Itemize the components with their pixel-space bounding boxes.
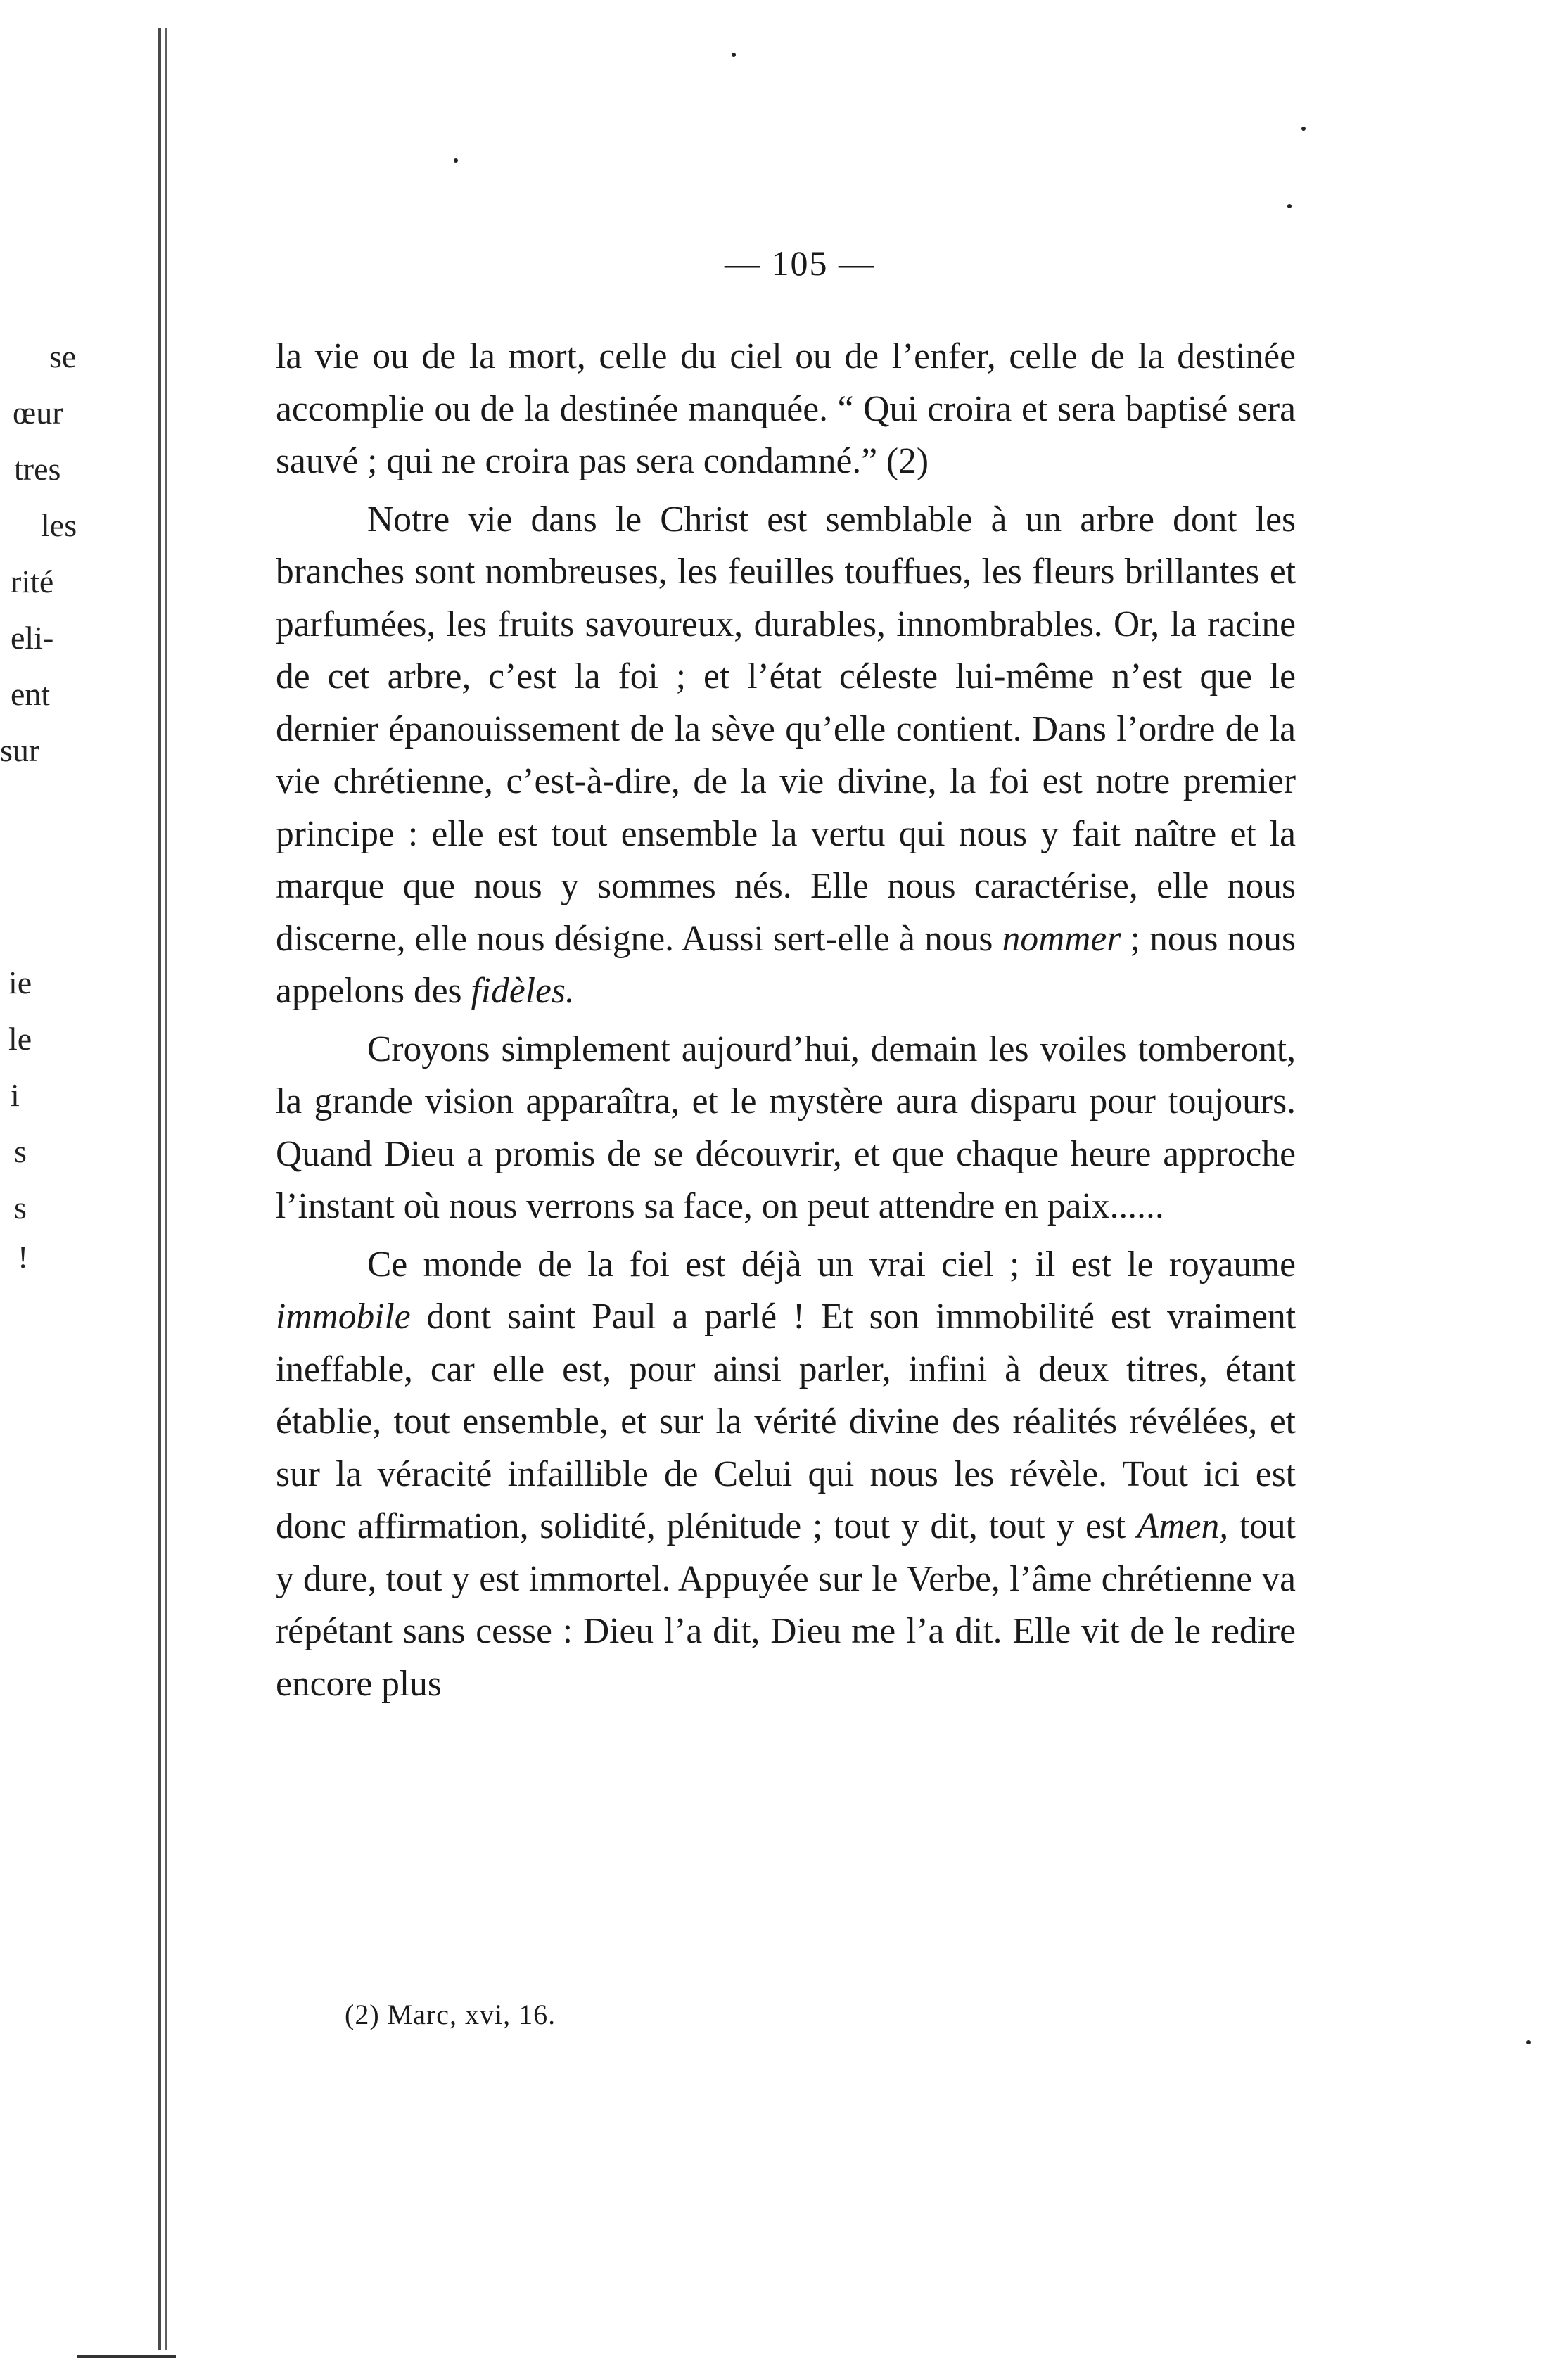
italic-run: nommer xyxy=(1002,918,1121,959)
binding-gutter xyxy=(158,28,168,2350)
margin-fragment: sur xyxy=(0,732,40,768)
margin-fragment: eli- xyxy=(11,620,54,656)
paragraph xyxy=(276,1239,1296,1711)
ink-speck xyxy=(1301,127,1306,131)
margin-fragment: tres xyxy=(14,451,61,487)
paragraph xyxy=(276,1024,1296,1233)
margin-fragment: ! xyxy=(18,1239,29,1275)
facing-page-fragments xyxy=(0,0,113,2368)
text-run: Ce monde de la foi est déjà un vrai ciel ; il est le royaume xyxy=(367,1244,1296,1285)
margin-fragment: se xyxy=(49,338,77,374)
text-run: Croyons simplement aujourd’hui, demain les voiles tomberont, la grande vision apparaîtra, et le mystère aura disparu pour toujours. Quand Dieu a promis de se découvrir, et que chaque heure approche l’instant où nous verrons sa face, on peut attendre en paix...... xyxy=(276,1029,1296,1226)
margin-fragment: les xyxy=(41,507,77,543)
margin-fragment: ie xyxy=(8,965,32,1000)
text-run: Notre vie dans le Christ est semblable à un arbre dont les branches sont nombreuses, les feuilles touffues, les fleurs brillantes et parfumées, les fruits savoureux, durables, innombrables. Or, la racine de cet arbre, c’est la foi ; et l’état céleste lui-même n’est que le dernier épanouissement de la sève qu’elle contient. Dans l’ordre de la vie chrétienne, c’est-à-dire, de la vie divine, la foi est notre premier principe : elle est tout ensemble la vertu qui nous y fait naître et la marque que nous y sommes nés. Elle nous caractérise, elle nous discerne, elle nous désigne. Aussi sert-elle à nous xyxy=(276,499,1296,959)
body-text xyxy=(276,331,1296,1710)
ink-speck xyxy=(732,53,736,57)
paragraph xyxy=(276,331,1296,488)
margin-fragment: s xyxy=(14,1133,27,1169)
margin-fragment: le xyxy=(8,1021,32,1057)
footnote: (2) Marc, xvi, 16. xyxy=(345,1999,556,2030)
margin-fragment: rité xyxy=(11,564,54,599)
text-run: tout y dure, tout y est immortel. Appuyée sur le Verbe, l’âme chrétienne va répétant sans cesse : Dieu l’a dit, Dieu me l’a dit. Elle vit de le redire encore plus xyxy=(276,1506,1296,1704)
ink-speck xyxy=(1287,204,1292,208)
margin-fragment: ent xyxy=(11,676,51,712)
page-number-header: — 105 — xyxy=(725,243,875,283)
text-run: la vie ou de la mort, celle du ciel ou de l’enfer, celle de la destinée accomplie ou de la destinée manquée. “ Qui croira et sera baptisé sera sauvé ; qui ne croira pas sera condamné.” (2) xyxy=(276,336,1296,481)
text-run: ; nous nous appelons des xyxy=(276,918,1296,1011)
margin-fragment: s xyxy=(14,1190,27,1226)
margin-fragment: œur xyxy=(13,395,63,431)
paragraph xyxy=(276,494,1296,1018)
ink-speck xyxy=(454,158,458,163)
text-run: dont saint Paul a parlé ! Et son immobilité est vraiment ineffable, car elle est, pour ainsi parler, infini à deux titres, étant établie, tout ensemble, et sur la vérité divine des réalités révélées, et sur la véracité infaillible de Celui qui nous les révèle. Tout ici est donc affirmation, solidité, plénitude ; tout y dit, tout y est xyxy=(276,1297,1296,1546)
italic-run: immobile xyxy=(276,1297,411,1337)
italic-run: Amen, xyxy=(1136,1506,1229,1546)
ink-speck xyxy=(1526,2040,1531,2044)
italic-run: fidèles. xyxy=(471,971,575,1011)
margin-fragment: i xyxy=(11,1077,20,1113)
